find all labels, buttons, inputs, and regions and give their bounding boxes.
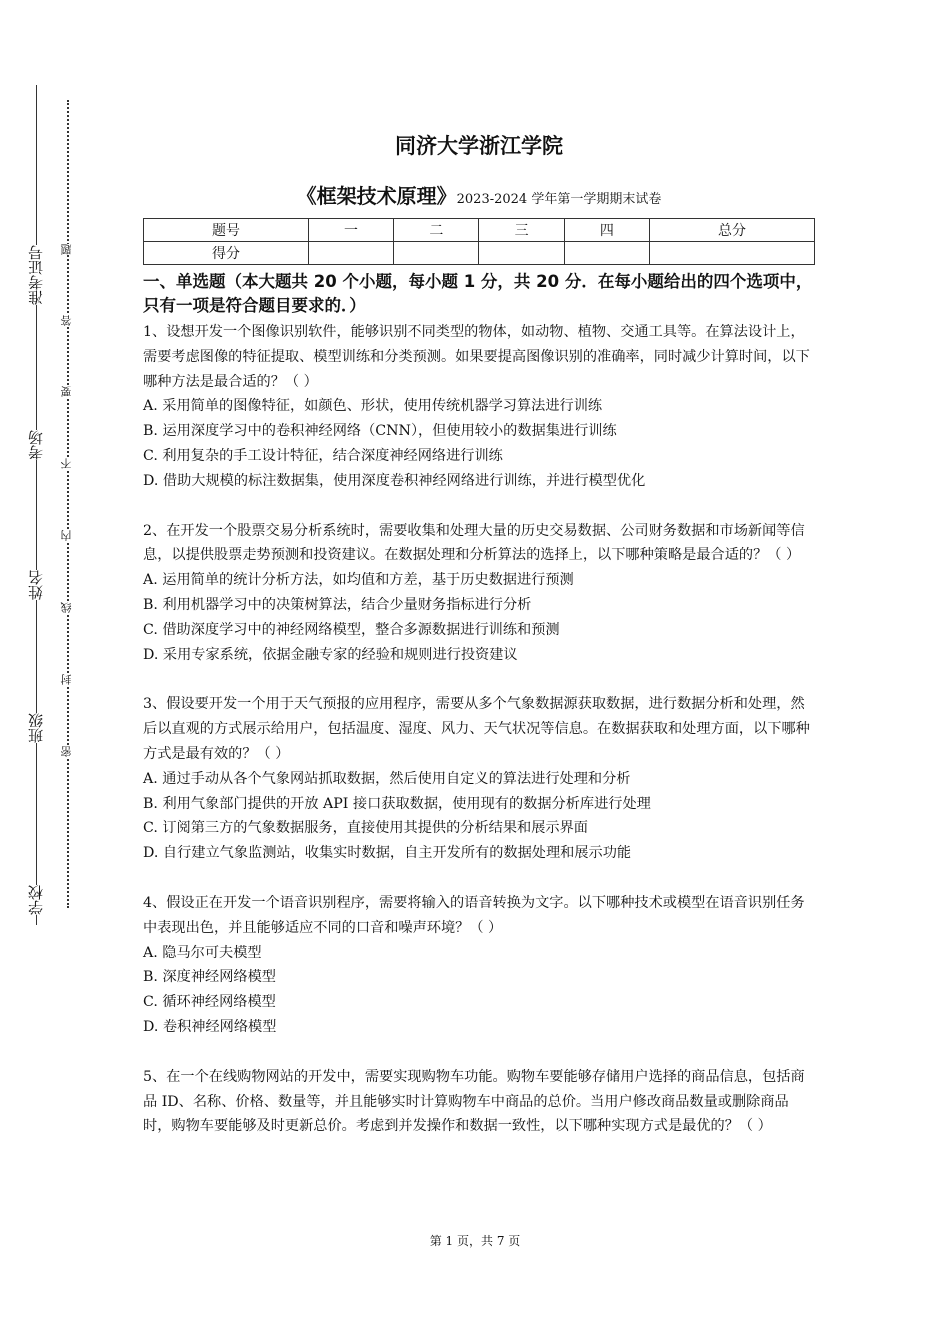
seal-char: 题 [60, 244, 76, 255]
exam-term: 2023-2024 学年第一学期期末试卷 [456, 192, 662, 207]
score-cell [479, 242, 564, 265]
score-header-cell: 二 [394, 219, 479, 242]
exam-title [143, 180, 815, 209]
answer-option: C. 利用复杂的手工设计特征，结合深度神经网络进行训练 [143, 447, 503, 464]
score-cell [308, 242, 393, 265]
school-label: 学校 [22, 885, 50, 915]
answer-option: B. 利用气象部门提供的开放 API 接口获取数据，使用现有的数据分析库进行处理 [143, 795, 651, 812]
answer-option: C. 循环神经网络模型 [143, 994, 276, 1011]
answer-option: C. 订阅第三方的气象数据服务，直接使用其提供的分析结果和展示界面 [143, 820, 588, 837]
page-footer: 第 1 页，共 7 页 [429, 1234, 521, 1248]
question-stem: 4、假设正在开发一个语音识别程序，需要将输入的语音转换为文字。以下哪种技术或模型在语音识别任务中表现出色，并且能够适应不同的口音和噪声环境？（ ） [143, 894, 805, 936]
answer-option: A. 隐马尔可夫模型 [143, 944, 262, 961]
question [143, 692, 815, 866]
section-title: 一、单选题（本大题共 20 个小题，每小题 1 分，共 20 分．在每小题给出的四个选项中，只有一项是符合题目要求的．） [143, 272, 813, 315]
binding-solid-line [36, 85, 37, 925]
question [143, 320, 815, 494]
seal-char: 密 [60, 746, 76, 757]
score-table-score-row [144, 242, 815, 265]
score-header-cell: 总分 [650, 219, 815, 242]
answer-option: A. 采用简单的图像特征，如颜色、形状，使用传统机器学习算法进行训练 [143, 398, 603, 415]
score-table [143, 218, 815, 265]
binding-margin [0, 0, 100, 1344]
score-header-cell: 一 [308, 219, 393, 242]
seal-dotted-line [67, 100, 69, 908]
answer-option: A. 通过手动从各个气象网站抓取数据，然后使用自定义的算法进行处理和分析 [143, 770, 631, 787]
score-cell [564, 242, 649, 265]
student-name-label: 姓名 [22, 570, 50, 600]
score-cell [394, 242, 479, 265]
seal-char: 线 [60, 602, 76, 613]
exam-id-label: 准考证号 [22, 245, 50, 305]
answer-option: C. 借助深度学习中的神经网络模型，整合多源数据进行训练和预测 [143, 621, 560, 638]
question [143, 519, 815, 668]
score-header-cell: 题号 [144, 219, 309, 242]
answer-option: A. 运用简单的统计分析方法，如均值和方差，基于历史数据进行预测 [143, 572, 574, 589]
seal-char: 要 [60, 386, 76, 397]
school-name: 同济大学浙江学院 [395, 134, 563, 158]
score-row-label: 得分 [144, 242, 309, 265]
seal-char: 答 [60, 315, 76, 326]
seal-char: 内 [60, 530, 76, 541]
question-stem: 5、在一个在线购物网站的开发中，需要实现购物车功能。购物车要能够存储用户选择的商品信息，包括商品 ID、名称、价格、数量等，并且能够实时计算购物车中商品的总价。当用户修改商品数量或删除商品时，购物车要能够及时更新总价。考虑到并发操作和数据一致性，以下哪种实现方式是最优的？（ ） [143, 1068, 805, 1135]
seal-char: 不 [60, 458, 76, 469]
answer-option: D. 借助大规模的标注数据集，使用深度卷积神经网络进行训练，并进行模型优化 [143, 472, 646, 489]
score-header-cell: 四 [564, 219, 649, 242]
answer-option: D. 卷积神经网络模型 [143, 1018, 277, 1035]
question-stem: 2、在开发一个股票交易分析系统时，需要收集和处理大量的历史交易数据、公司财务数据和市场新闻等信息，以提供股票走势预测和投资建议。在数据处理和分析算法的选择上，以下哪种策略是最合适的？（ ） [143, 522, 805, 564]
question-list [143, 320, 815, 1164]
score-cell [650, 242, 815, 265]
exam-room-label: 考场 [22, 430, 50, 460]
course-name: 《框架技术原理》 [296, 184, 457, 208]
seal-char: 封 [60, 674, 76, 685]
class-label: 班级 [22, 713, 50, 743]
answer-option: D. 自行建立气象监测站，收集实时数据，自主开发所有的数据处理和展示功能 [143, 845, 632, 862]
score-table-header-row [144, 219, 815, 242]
score-header-cell: 三 [479, 219, 564, 242]
question [143, 891, 815, 1040]
answer-option: B. 利用机器学习中的决策树算法，结合少量财务指标进行分析 [143, 596, 532, 613]
question [143, 1065, 815, 1139]
question-stem: 1、设想开发一个图像识别软件，能够识别不同类型的物体，如动物、植物、交通工具等。在算法设计上，需要考虑图像的特征提取、模型训练和分类预测。如果要提高图像识别的准确率，同时减少计算时间，以下哪种方法是最合适的？（ ） [143, 324, 810, 390]
question-stem: 3、假设要开发一个用于天气预报的应用程序，需要从多个气象数据源获取数据，进行数据分析和处理，然后以直观的方式展示给用户，包括温度、湿度、风力、天气状况等信息。在数据获取和处理方面，以下哪种方式是最有效的？（ ） [143, 696, 810, 762]
answer-option: B. 深度神经网络模型 [143, 969, 276, 986]
answer-option: B. 运用深度学习中的卷积神经网络（CNN），但使用较小的数据集进行训练 [143, 423, 617, 440]
answer-option: D. 采用专家系统，依据金融专家的经验和规则进行投资建议 [143, 646, 518, 663]
